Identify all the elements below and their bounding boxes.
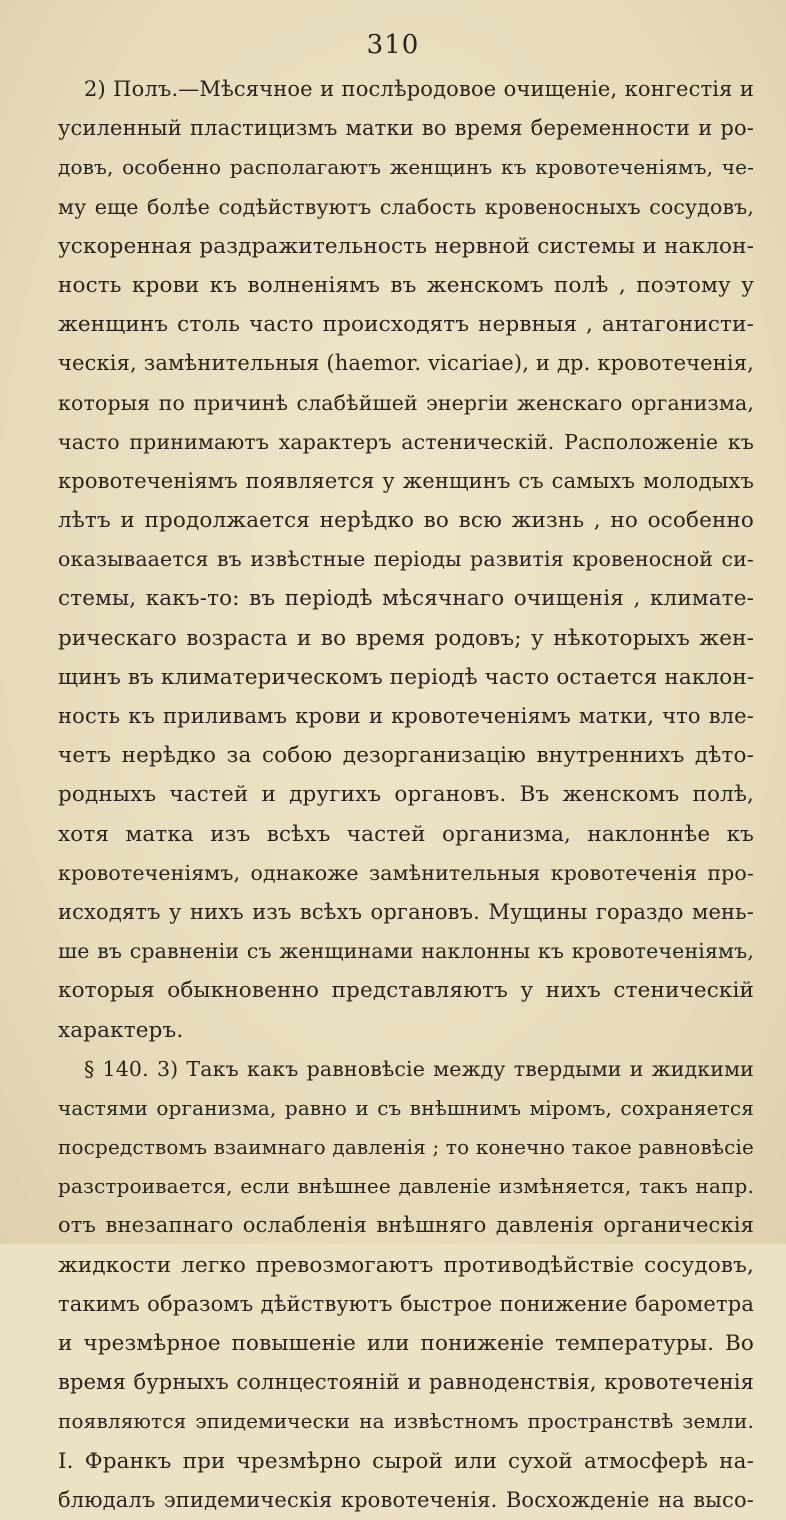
text-line: появляются эпидемически на извѣстномъ пространствѣ земли. [58,1409,754,1434]
text-line: разстроивается, если внѣшнее давленie измѣняется, такъ напр. [58,1174,754,1199]
text-line: исходятъ у нихъ изъ всѣхъ органовъ. Мущины гораздо мень- [58,899,754,924]
text-line: и чрезмѣрное повышенie или пониженie температуры. Во [58,1331,754,1356]
text-line: ше въ сравненiи съ женщинами наклонны къ кровотеченiямъ, [58,939,754,964]
text-line: блюдалъ эпидемическiя кровотеченiя. Восхожденie на высо- [58,1487,754,1512]
text-line: которыя обыкновенно представляютъ у нихъ стеническiй [58,978,754,1004]
text-line: ускоренная раздражительность нервной системы и наклон- [58,233,754,259]
text-line: I. Франкъ при чрезмѣрно сырой или сухой атмосферѣ на- [58,1448,754,1474]
text-line: такимъ образомъ дѣйствуютъ быстрое понижениe барометра [58,1291,754,1316]
text-line: женщинъ столь часто происходятъ нервныя , антагонисти- [58,312,754,338]
text-line: § 140. 3) Такъ какъ равновѣсie между твердыми и жидкими [84,1056,754,1081]
text-line: щинъ въ климатерическомъ перiодѣ часто остается наклон- [58,664,755,690]
text-line: посредствомъ взаимнаго давленiя ; то конечно такое равновѣсie [58,1135,754,1160]
text-line: кровотеченiямъ, однакожe замѣнительныя кровотеченiя про- [58,860,754,885]
text-line: ческiя, замѣнительныя (haemor. vicariae), и др. кровотеченiя, [58,351,754,376]
text-line: 2) Полъ.—Мѣсячное и послѣродовое очищенie, конгестiя и [84,77,754,101]
text-line: которыя по причинѣ слабѣйшей энергiи женскаго организма, [58,390,754,415]
text-line: кровотеченiямъ появляется у женщинъ съ самыхъ молодыхъ [58,468,754,493]
text-line: му еще болѣе содѣйствуютъ слабость кровеносныхъ сосудовъ, [58,194,754,219]
page-number: 310 [366,30,420,60]
text-line: стемы, какъ-то: въ перiодѣ мѣсячнаго очищенiя , климате- [58,586,754,612]
text-line: жидкости легко превозмогаютъ противодѣйствie сосудовъ, [58,1252,754,1278]
text-line: родныхъ частей и другихъ органовъ. Въ женскомъ полѣ, [58,782,754,808]
text-line: ность крови къ волненiямъ въ женскомъ полѣ , поэтому у [58,272,754,298]
text-line: четъ нерѣдко за собою дезорганизацiю внутреннихъ дѣто- [58,743,754,769]
text-line: усиленный пластицизмъ матки во время беременности и ро- [58,116,754,141]
text-line: характеръ. [58,1017,184,1043]
text-line: довъ, особенно располагаютъ женщинъ къ кровотеченiямъ, че- [58,155,754,180]
body-text [58,70,754,1520]
text-line: лѣтъ и продолжается нерѣдко во всю жизнь , но особенно [58,508,754,534]
text-line: рическаго возраста и во время родовъ; у нѣкоторыхъ жен- [58,625,754,651]
text-line: часто принимаютъ характеръ астеническiй. Расположенie къ [58,429,754,454]
text-line: отъ внезапнаго ослабленiя внѣшняго давленiя органическiя [58,1213,754,1238]
text-line: хотя матка изъ всѣхъ частей организма, наклоннѣе къ [58,821,754,847]
text-line: время бурныхъ солнцестоянiй и равноденствiя, кровотеченiя [58,1370,754,1395]
text-line: ность къ приливамъ крови и кровотеченiямъ матки, что вле- [58,704,754,728]
text-line: оказываается въ извѣстные перiоды развитiя кровеносной си- [58,547,754,572]
text-line: частями организма, равно и съ внѣшнимъ мiромъ, сохраняется [58,1095,754,1120]
